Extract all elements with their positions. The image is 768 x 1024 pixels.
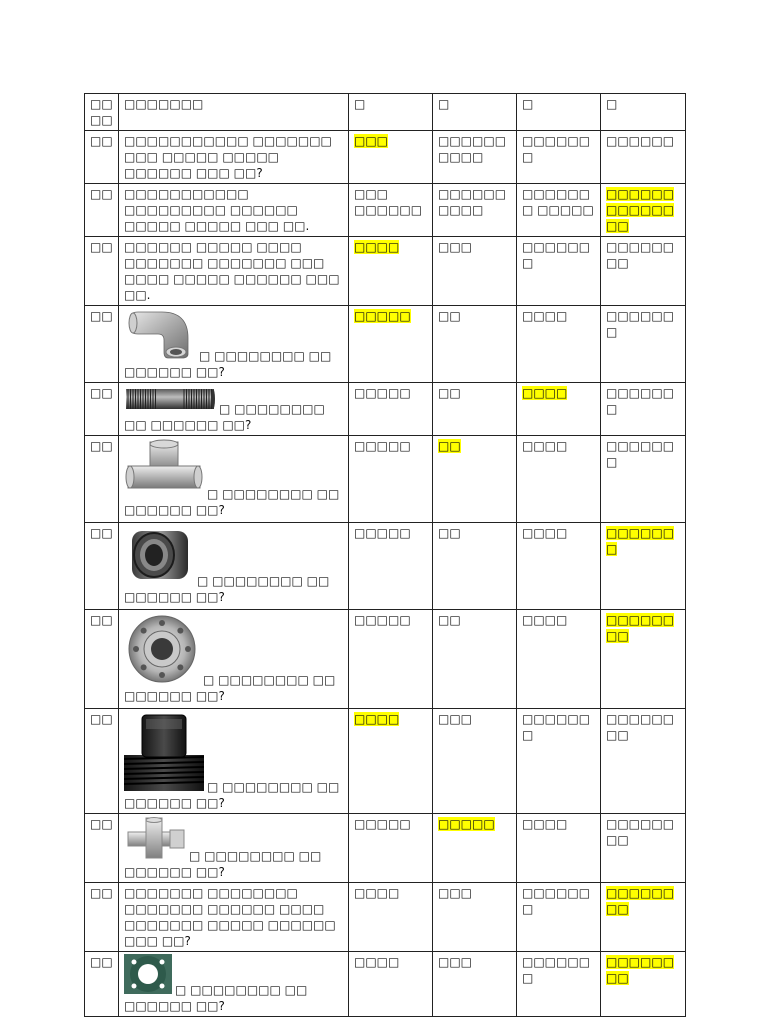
question-text: □ □□□□□□□□ □□ □□□□□□ □□? — [124, 349, 332, 379]
coupling-fitting-icon — [124, 525, 194, 589]
question-number: □□ — [85, 436, 119, 523]
question-number: □□ — [85, 523, 119, 610]
header-option-c: □ — [517, 94, 601, 131]
question-text: □ □□□□□□□□ □□ □□□□□□ □□? — [124, 487, 340, 517]
option-d-text: □□□□□□□□ — [606, 817, 675, 847]
option-a-text: □□□□ — [354, 955, 400, 969]
option-a-cell — [349, 523, 433, 610]
option-a-cell — [349, 610, 433, 709]
option-c-text: □□□□ — [522, 817, 568, 831]
option-b-text: □□□ — [438, 955, 473, 969]
question-cell — [119, 523, 349, 610]
option-c-cell — [517, 237, 601, 306]
question-row — [85, 952, 686, 1017]
option-c-text: □□□□□□□ — [522, 712, 591, 742]
option-a-text: □□□□□ — [354, 526, 411, 540]
correct-answer-highlight: □□□□□□□ — [606, 526, 675, 556]
option-d-text: □□□□□□□ — [606, 309, 675, 339]
option-c-cell — [517, 184, 601, 237]
question-row — [85, 383, 686, 436]
option-c-text: □□□□□□□ — [522, 886, 591, 916]
option-d-text: □□□□□□□ — [606, 386, 675, 416]
question-row — [85, 184, 686, 237]
option-d-cell — [601, 306, 686, 383]
question-cell — [119, 131, 349, 184]
pipe-nipple-icon — [124, 385, 216, 417]
quiz-table — [84, 93, 686, 1017]
option-c-text: □□□□□□□ — [522, 955, 591, 985]
option-b-text: □□□□□□□□□□ — [438, 187, 507, 217]
option-a-text: □□□ □□□□□□ — [354, 187, 423, 217]
question-cell — [119, 237, 349, 306]
option-d-cell — [601, 952, 686, 1017]
option-b-cell — [433, 610, 517, 709]
option-a-cell — [349, 814, 433, 883]
elbow-fitting-icon — [124, 308, 196, 364]
option-c-text: □□□□ — [522, 526, 568, 540]
option-d-cell — [601, 237, 686, 306]
flange-fitting-icon — [124, 612, 200, 688]
option-b-cell — [433, 184, 517, 237]
option-a-cell — [349, 131, 433, 184]
option-d-cell — [601, 610, 686, 709]
option-c-cell — [517, 523, 601, 610]
question-number: □□ — [85, 237, 119, 306]
question-number: □□ — [85, 709, 119, 814]
option-b-cell — [433, 709, 517, 814]
question-number: □□ — [85, 610, 119, 709]
question-text: □□□□□□ □□□□□ □□□□ □□□□□□□ □□□□□□□ □□□ □□□□ □□□□□ □□□□□□ □□□ □□. — [124, 240, 340, 302]
question-row — [85, 237, 686, 306]
correct-answer-highlight: □□□□□□□□ — [606, 613, 675, 643]
question-cell — [119, 436, 349, 523]
option-b-cell — [433, 237, 517, 306]
question-row — [85, 610, 686, 709]
option-b-cell — [433, 131, 517, 184]
option-b-cell — [433, 383, 517, 436]
option-d-cell — [601, 709, 686, 814]
option-a-cell — [349, 436, 433, 523]
option-c-cell — [517, 883, 601, 952]
question-number: □□ — [85, 952, 119, 1017]
option-d-text: □□□□□□□□ — [606, 712, 675, 742]
option-b-cell — [433, 523, 517, 610]
option-d-text: □□□□□□□ — [606, 439, 675, 469]
question-cell — [119, 383, 349, 436]
question-text: □ □□□□□□□□ □□ □□□□□□ □□? — [124, 983, 308, 1013]
option-b-cell — [433, 814, 517, 883]
question-row — [85, 814, 686, 883]
option-a-cell — [349, 237, 433, 306]
question-text: □□□□□□□□□□□ □□□□□□□ □□□ □□□□□ □□□□□ □□□□□□ □□□ □□? — [124, 134, 332, 180]
question-cell — [119, 306, 349, 383]
question-row — [85, 131, 686, 184]
gasket-fitting-icon — [124, 954, 172, 998]
option-b-text: □□□ — [438, 886, 473, 900]
correct-answer-highlight: □□□ — [354, 134, 389, 148]
cross-fitting-icon — [124, 816, 186, 864]
option-c-cell — [517, 952, 601, 1017]
option-d-cell — [601, 383, 686, 436]
correct-answer-highlight: □□□□□ — [354, 309, 411, 323]
option-b-cell — [433, 436, 517, 523]
header-option-d: □ — [601, 94, 686, 131]
header-option-a: □ — [349, 94, 433, 131]
question-cell — [119, 610, 349, 709]
question-cell — [119, 814, 349, 883]
correct-answer-highlight: □□□□□□□□ — [606, 955, 675, 985]
question-number: □□ — [85, 814, 119, 883]
option-b-cell — [433, 952, 517, 1017]
option-b-text: □□ — [438, 309, 461, 323]
question-text: □ □□□□□□□□ □□ □□□□□□ □□? — [124, 673, 336, 703]
question-row — [85, 436, 686, 523]
question-row — [85, 883, 686, 952]
tee-fitting-icon — [124, 438, 204, 502]
option-c-text: □□□□□□□ — [522, 134, 591, 164]
option-a-cell — [349, 952, 433, 1017]
option-d-cell — [601, 184, 686, 237]
option-b-text: □□ — [438, 386, 461, 400]
option-a-text: □□□□□ — [354, 386, 411, 400]
header-num: □□ □□ — [85, 94, 119, 131]
correct-answer-highlight: □□□□ — [354, 712, 400, 726]
question-cell — [119, 952, 349, 1017]
option-a-text: □□□□□ — [354, 439, 411, 453]
question-number: □□ — [85, 131, 119, 184]
question-number: □□ — [85, 306, 119, 383]
option-b-text: □□□ — [438, 712, 473, 726]
question-text: □ □□□□□□□□ □□ □□□□□□ □□? — [124, 780, 340, 810]
header-option-b: □ — [433, 94, 517, 131]
question-cell — [119, 709, 349, 814]
question-text: □□□□□□□ □□□□□□□□ □□□□□□□ □□□□□□ □□□□ □□□□□□□ □□□□□ □□□□□□ □□□ □□? — [124, 886, 336, 948]
option-c-text: □□□□ — [522, 309, 568, 323]
option-b-text: □□□□□□□□□□ — [438, 134, 507, 164]
question-text: □ □□□□□□□□ □□ □□□□□□ □□? — [124, 574, 330, 604]
option-a-text: □□□□□ — [354, 613, 411, 627]
option-b-text: □□ — [438, 613, 461, 627]
question-cell — [119, 883, 349, 952]
option-b-cell — [433, 883, 517, 952]
correct-answer-highlight: □□□□□□ □□□□□□□□ — [606, 187, 675, 233]
option-a-cell — [349, 709, 433, 814]
plug-fitting-icon — [124, 711, 204, 795]
correct-answer-highlight: □□□□ — [522, 386, 568, 400]
option-b-text: □□ — [438, 526, 461, 540]
question-row — [85, 709, 686, 814]
option-c-cell — [517, 306, 601, 383]
option-a-cell — [349, 383, 433, 436]
question-number: □□ — [85, 883, 119, 952]
correct-answer-highlight: □□□□ — [354, 240, 400, 254]
question-text: □ □□□□□□□□ □□ □□□□□□ □□? — [124, 402, 325, 432]
option-a-cell — [349, 184, 433, 237]
option-d-cell — [601, 814, 686, 883]
correct-answer-highlight: □□□□□ — [438, 817, 495, 831]
option-a-text: □□□□ — [354, 886, 400, 900]
question-number: □□ — [85, 184, 119, 237]
option-d-text: □□□□□□ — [606, 134, 675, 148]
option-a-cell — [349, 306, 433, 383]
option-c-text: □□□□ — [522, 439, 568, 453]
option-c-cell — [517, 709, 601, 814]
option-d-cell — [601, 436, 686, 523]
question-cell — [119, 184, 349, 237]
option-c-cell — [517, 610, 601, 709]
question-text: □□□□□□□□□□□ □□□□□□□□□ □□□□□□ □□□□□ □□□□□ □□□ □□. — [124, 187, 310, 233]
option-c-cell — [517, 436, 601, 523]
option-a-text: □□□□□ — [354, 817, 411, 831]
correct-answer-highlight: □□□□□□□□ — [606, 886, 675, 916]
option-d-cell — [601, 131, 686, 184]
question-text: □ □□□□□□□□ □□ □□□□□□ □□? — [124, 849, 322, 879]
option-b-cell — [433, 306, 517, 383]
question-row — [85, 523, 686, 610]
option-b-text: □□□ — [438, 240, 473, 254]
option-c-text: □□□□□□□ □□□□□ — [522, 187, 594, 217]
option-a-cell — [349, 883, 433, 952]
question-number: □□ — [85, 383, 119, 436]
header-question: □□□□□□□ — [119, 94, 349, 131]
option-c-cell — [517, 383, 601, 436]
option-d-text: □□□□□□□□ — [606, 240, 675, 270]
question-row — [85, 306, 686, 383]
option-d-cell — [601, 523, 686, 610]
header-row — [85, 94, 686, 131]
option-c-cell — [517, 814, 601, 883]
option-d-cell — [601, 883, 686, 952]
option-c-cell — [517, 131, 601, 184]
option-c-text: □□□□ — [522, 613, 568, 627]
option-c-text: □□□□□□□ — [522, 240, 591, 270]
correct-answer-highlight: □□ — [438, 439, 461, 453]
